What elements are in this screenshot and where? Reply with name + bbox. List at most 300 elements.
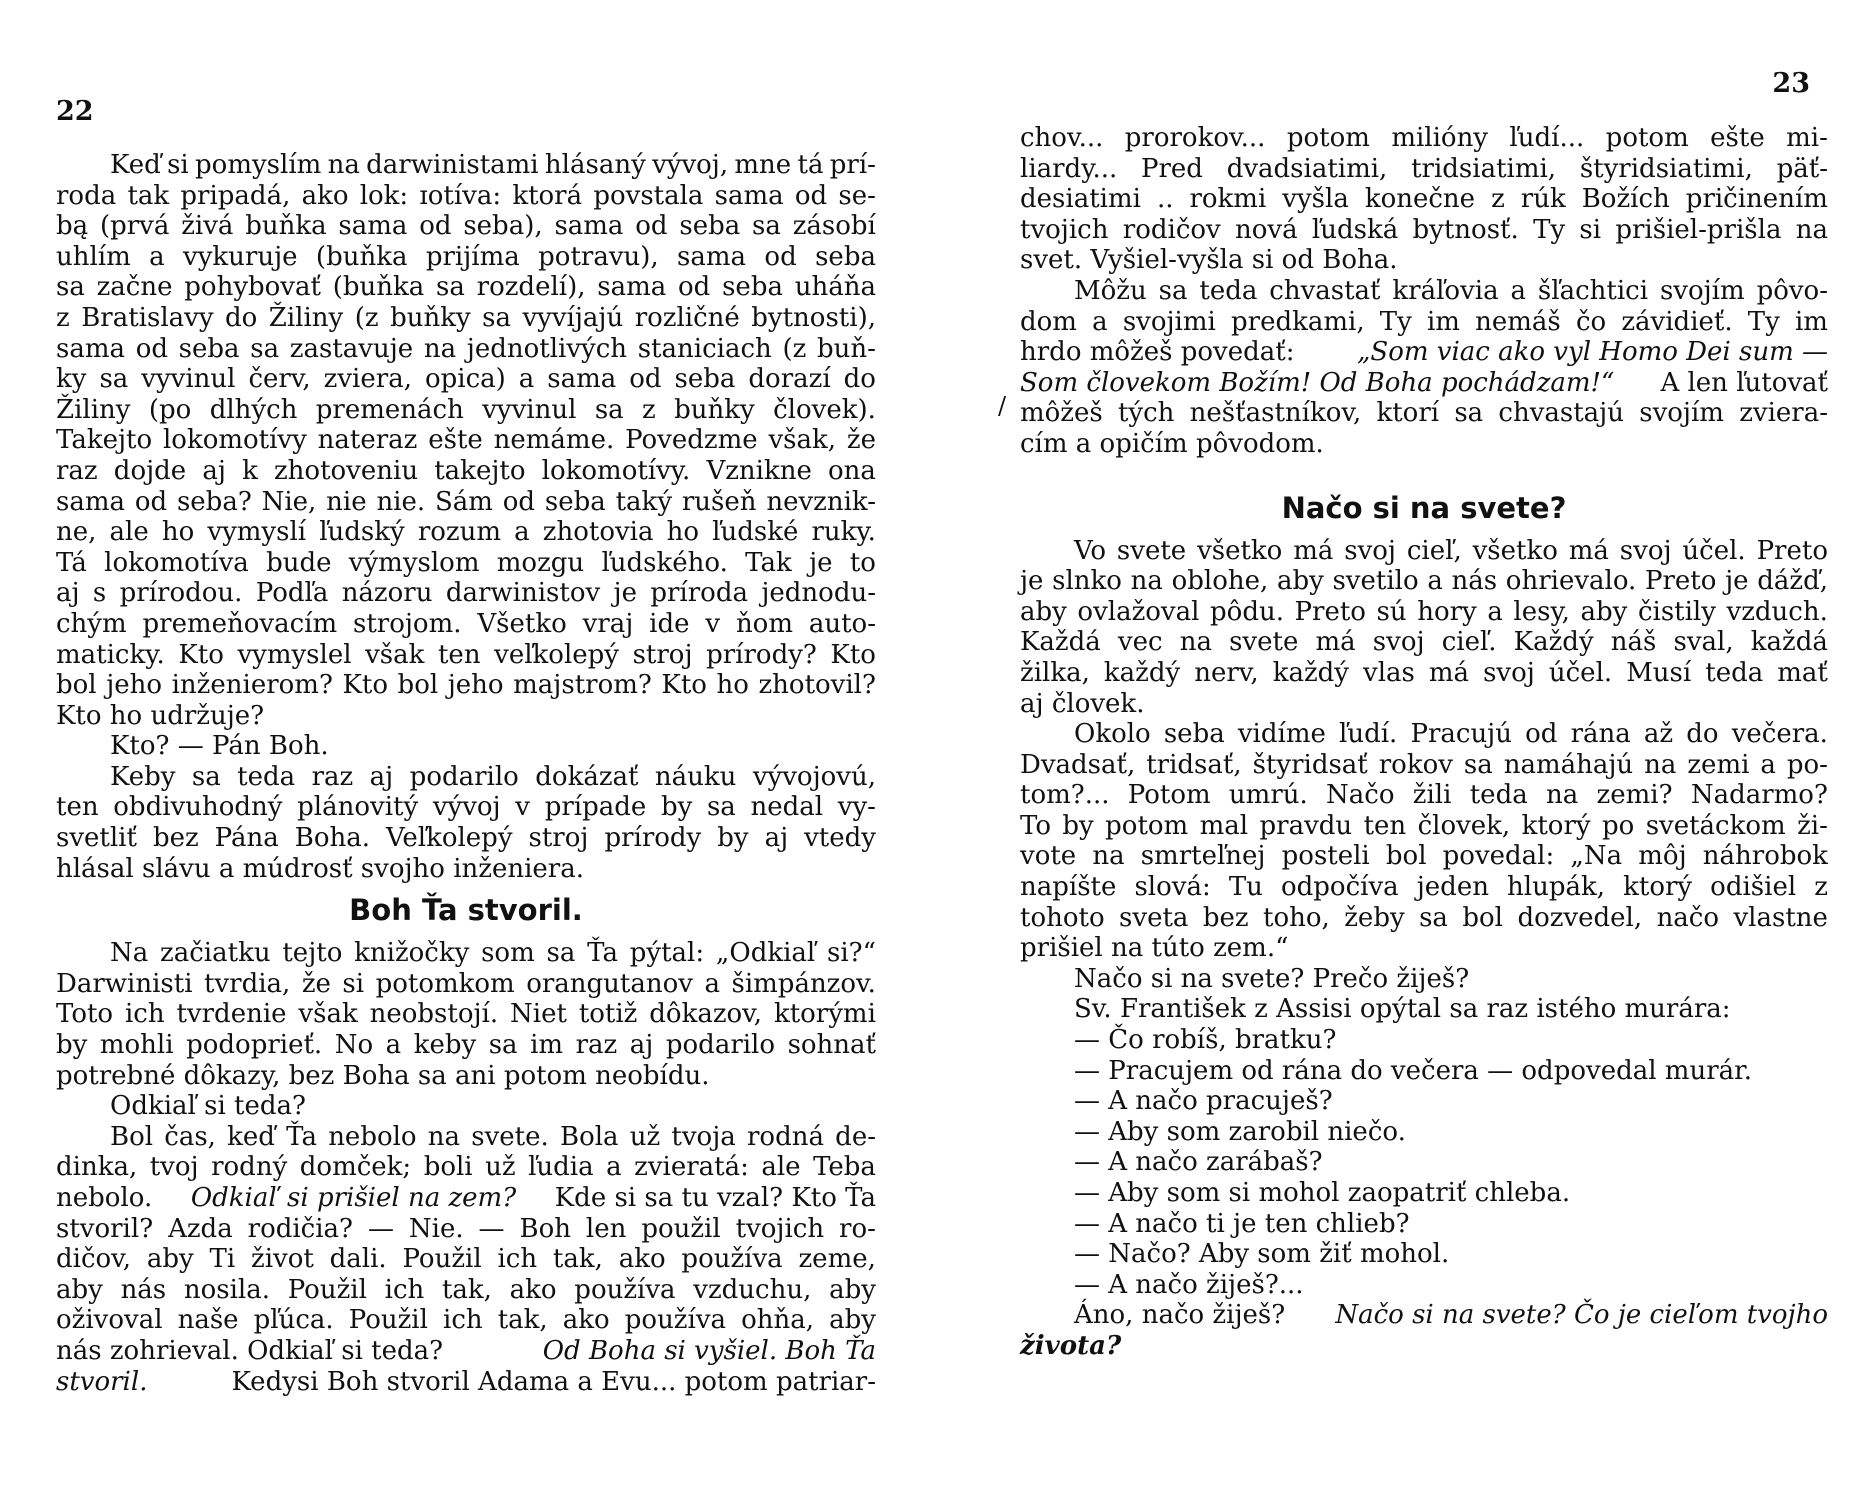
text-line	[56, 1122, 876, 1153]
word: by	[56, 1030, 88, 1061]
word: ktorými	[773, 999, 876, 1030]
word: rána	[1570, 719, 1631, 750]
word: výmyslom	[348, 547, 480, 578]
word: sama	[56, 333, 125, 364]
word: svojím	[1639, 398, 1724, 429]
word: de-	[835, 1121, 876, 1152]
text-line: svet. Vyšiel-vyšla si od Boha.	[1020, 245, 1398, 276]
word: zemi	[1687, 749, 1750, 780]
word: používa	[574, 1274, 676, 1305]
paragraph-darwinism	[56, 150, 876, 731]
word: tvrdia,	[204, 968, 291, 999]
word: aby	[56, 1274, 103, 1305]
word: potomkom	[375, 968, 515, 999]
word: ľudská	[1311, 214, 1399, 245]
word: hlásaný	[544, 150, 646, 180]
word: si	[167, 150, 189, 180]
word: sama	[714, 180, 784, 211]
word: Žiliny	[268, 302, 344, 333]
word: auto-	[808, 608, 876, 639]
word: tohoto	[1020, 902, 1105, 933]
word: posteli	[1281, 841, 1370, 872]
word: Kto	[178, 639, 224, 670]
word: neobstojí.	[369, 999, 499, 1030]
word: Potom	[1127, 780, 1211, 811]
paragraph-continuation	[1020, 123, 1828, 276]
word: Musí	[1626, 657, 1692, 688]
word: tak	[127, 180, 170, 211]
word: v	[705, 608, 721, 639]
word: nosila.	[183, 1274, 271, 1305]
word: predkami,	[1231, 306, 1365, 337]
word: Kto	[661, 670, 707, 701]
word: mi-	[1786, 123, 1828, 153]
word: kráľovia	[1392, 275, 1499, 306]
word: jednotlivých	[466, 333, 628, 364]
word: šimpánzov.	[731, 968, 876, 999]
word: odpočíva	[1280, 872, 1399, 903]
word: Sám	[434, 486, 493, 517]
word: pomyslím	[195, 150, 322, 180]
word: seba),	[463, 211, 543, 242]
text-line	[56, 1244, 876, 1275]
section-heading: Načo si na svete?	[1281, 490, 1567, 525]
dialogue-line: — Čo robíš, bratku?	[1074, 1025, 1337, 1056]
word: vyšla	[1282, 184, 1349, 215]
word: svojím	[1659, 275, 1745, 306]
word: mať	[1777, 657, 1828, 688]
word: Vznikne	[706, 455, 812, 486]
word: nás	[1451, 566, 1498, 597]
word: domček;	[299, 1152, 412, 1183]
word: rodný	[211, 1152, 288, 1183]
word: prí-	[829, 150, 876, 180]
word: ešte	[1710, 123, 1765, 153]
word: zastavuje	[289, 333, 414, 364]
word: je	[809, 547, 833, 578]
word: aby	[829, 1274, 876, 1305]
word: na	[427, 1121, 461, 1152]
word: je	[1020, 566, 1044, 597]
word: že	[301, 968, 331, 999]
word: tá	[797, 150, 824, 180]
word: Toto	[56, 999, 114, 1030]
word: nemáme.	[493, 425, 615, 456]
word: že	[846, 425, 876, 456]
word: môžeš	[1020, 398, 1103, 429]
word: dvadsiatimi,	[1226, 153, 1388, 184]
word: v	[515, 792, 530, 823]
word: závidieť.	[1621, 306, 1733, 337]
word: chov...	[1020, 123, 1104, 153]
text-line	[56, 1152, 876, 1183]
word: sa	[99, 364, 129, 395]
word: však	[298, 999, 358, 1030]
word: náuku	[654, 761, 737, 792]
word: z	[642, 394, 656, 425]
text-line	[1020, 536, 1828, 567]
word: je	[1725, 566, 1749, 597]
word: by	[1062, 810, 1094, 841]
word: vidíme	[1237, 719, 1326, 750]
word: —	[478, 1213, 505, 1244]
word: šľachtici	[1537, 275, 1649, 306]
word: chým	[56, 608, 127, 639]
text-line	[1020, 566, 1828, 597]
word: si	[342, 968, 365, 999]
word: ako	[618, 1244, 666, 1275]
word: pôdu.	[1210, 596, 1284, 627]
word: (prvá	[99, 211, 170, 242]
word: ako	[509, 1274, 557, 1305]
word: si	[1579, 214, 1602, 245]
text-line	[1020, 276, 1828, 307]
word: sval,	[1673, 627, 1734, 658]
word: cieľ,	[1406, 535, 1462, 566]
word: vykuruje	[183, 241, 298, 272]
word: Ty	[1747, 306, 1780, 337]
paragraph-ciel	[1020, 536, 1828, 720]
word: a	[1487, 596, 1503, 627]
word: zhotovia	[542, 517, 654, 548]
text-line: Kto ho udržuje?	[56, 700, 265, 731]
word: vyvíjajú	[522, 302, 624, 333]
word: Pracujú	[1410, 719, 1512, 750]
word: ..	[1156, 184, 1174, 215]
paragraph-final	[1020, 1300, 1828, 1361]
dialogue-line: — Pracujem od rána do večera — odpovedal murár.	[1074, 1055, 1752, 1086]
word: a	[1427, 566, 1443, 597]
text-line	[56, 303, 876, 334]
text-line	[56, 150, 876, 181]
word: zhotoveniu	[273, 455, 419, 486]
word: To	[1020, 810, 1051, 841]
word: stroj	[528, 823, 589, 854]
word: tom?...	[1020, 780, 1110, 811]
word: ne,	[56, 517, 97, 548]
word: ktorí	[1376, 398, 1440, 429]
word: zeme,	[798, 1244, 876, 1275]
word: rodičov	[1122, 214, 1221, 245]
text-line	[56, 670, 876, 701]
word: aj	[202, 455, 226, 486]
word: vzduch.	[1726, 596, 1828, 627]
word: inženierom?	[171, 670, 333, 701]
dialogue-line: — Aby som si mohol zaopatriť chleba.	[1074, 1178, 1571, 1208]
text-line	[1020, 1300, 1828, 1331]
word: seba	[815, 241, 876, 272]
text-line	[1020, 215, 1828, 246]
word: rozličné	[634, 302, 740, 333]
word: seba	[544, 486, 606, 517]
word: im	[1426, 306, 1460, 337]
word: a	[385, 1030, 402, 1061]
word: Veľkolepý	[385, 823, 513, 854]
word: žeby	[1344, 902, 1405, 933]
word: ktorý	[1521, 810, 1591, 841]
word: začiatku	[160, 938, 271, 969]
word: Keď	[110, 150, 161, 180]
text-line	[56, 487, 876, 518]
word: žilka,	[1020, 657, 1090, 688]
word: na	[1092, 841, 1125, 872]
text-line	[56, 1367, 876, 1398]
word: slová:	[1134, 872, 1211, 903]
paragraph-bol-cas	[56, 1122, 876, 1397]
word: pričinením	[1685, 184, 1828, 215]
word: teda	[237, 761, 296, 792]
word: päť-	[1776, 153, 1828, 184]
word: sama	[338, 211, 408, 242]
word: dinka,	[56, 1152, 138, 1183]
word: sama	[554, 211, 624, 242]
text-line	[56, 762, 876, 793]
word: seba	[722, 272, 783, 303]
text-line	[56, 181, 876, 212]
dialogue-line: — A načo žiješ?...	[1074, 1269, 1304, 1300]
word: Podľa	[255, 578, 329, 609]
word: (z	[354, 302, 379, 333]
word: zásobí	[792, 211, 876, 242]
word: Ty	[1533, 214, 1566, 245]
text-line	[1020, 398, 1828, 429]
word: Vo	[1074, 535, 1107, 566]
text-line	[56, 364, 876, 395]
word: opica)	[424, 364, 506, 395]
word: ro-	[839, 1213, 876, 1244]
paragraph-zaciatok	[56, 938, 876, 1091]
word: mal	[1199, 810, 1249, 841]
paragraph-kralovia	[1020, 276, 1828, 460]
left-text-column	[56, 150, 876, 1397]
word: štyridsať	[1252, 749, 1368, 780]
word: veľkolepý	[494, 639, 619, 670]
word: ešte	[428, 425, 483, 456]
word: povstala	[593, 180, 704, 211]
word: dážď,	[1757, 566, 1828, 597]
word: na	[1179, 627, 1212, 658]
word: pravdu	[1259, 810, 1353, 841]
word: vtedy	[804, 823, 876, 854]
word: sa	[1454, 398, 1484, 429]
word: umrú.	[1228, 780, 1308, 811]
word: nateraz	[317, 425, 418, 456]
word: do	[1686, 719, 1719, 750]
word: účel.	[1548, 657, 1613, 688]
word: tejto	[282, 938, 343, 969]
word: Žiliny	[56, 394, 131, 425]
word: sa	[706, 792, 736, 823]
word: Povedzme	[625, 425, 758, 456]
italic-run: Načo si na svete? Čo je cieľom tvojho	[1335, 1300, 1828, 1331]
dialogue-line: — A načo ti je ten chlieb?	[1074, 1208, 1410, 1239]
word: aby	[146, 1244, 194, 1275]
word: svoj	[1619, 535, 1672, 566]
word: každý	[1272, 657, 1349, 688]
word: z	[1814, 872, 1828, 903]
word: od	[635, 211, 668, 242]
text-line: hlásal slávu a múdrosť svojho inženiera.	[56, 853, 584, 884]
word: svoj	[1483, 657, 1535, 688]
word: vývoj	[432, 792, 501, 823]
text-line	[1020, 597, 1828, 628]
word: až	[1643, 719, 1674, 750]
word: od	[629, 364, 662, 395]
word: a	[704, 968, 720, 999]
word: buňky	[674, 394, 755, 425]
word: však,	[768, 425, 837, 456]
word: a	[606, 1152, 622, 1183]
word: uháňa	[794, 272, 876, 303]
word: cieľ.	[1441, 627, 1497, 658]
word: sa	[250, 333, 280, 364]
word: potom	[1286, 123, 1370, 153]
word: Bratislavy	[81, 302, 214, 333]
word: si?“	[827, 938, 876, 969]
word: by	[660, 792, 693, 823]
word: Použil	[348, 1305, 428, 1336]
word: sa	[436, 272, 465, 303]
text-line: potrebné dôkazy, bez Boha sa ani potom neobídu.	[56, 1060, 710, 1091]
word: pohybovať	[184, 272, 321, 303]
word: s	[92, 578, 107, 609]
word: tvojich	[735, 1213, 825, 1244]
word: bol	[1462, 902, 1503, 933]
word: prírody?	[706, 639, 817, 670]
word: žili	[1412, 780, 1452, 811]
word: namáhajú	[1503, 749, 1634, 780]
text-run: Áno, načo žiješ?	[1074, 1300, 1286, 1331]
word: dičov,	[56, 1244, 132, 1275]
word: —	[367, 1213, 394, 1244]
word: od	[794, 180, 828, 211]
word: zhotovil?	[758, 670, 876, 701]
paragraph-frantisek: Sv. František z Assisi opýtal sa raz istého murára:	[1074, 994, 1731, 1025]
word: Kto	[830, 639, 876, 670]
word: z	[56, 302, 70, 333]
word: dôkazov,	[649, 999, 763, 1030]
word: strojom.	[353, 608, 462, 639]
word: ona	[828, 455, 876, 486]
word: a	[1510, 275, 1527, 306]
dialogue-line: — A načo zarábaš?	[1074, 1147, 1323, 1178]
word: slnko	[1052, 566, 1122, 597]
word: tvojich	[1020, 214, 1109, 245]
word: z	[1491, 184, 1505, 215]
word: „Odkiaľ	[715, 938, 816, 969]
word: vraj	[582, 608, 634, 639]
dialogue-line: — A načo pracuješ?	[1074, 1086, 1333, 1117]
word: má	[1315, 627, 1356, 658]
word: má	[1428, 657, 1470, 688]
word: vývoj,	[652, 150, 729, 180]
word: som	[481, 938, 535, 969]
word: nie	[326, 486, 367, 517]
text-run: Kedysi Boh stvoril Adama a Evu... potom patriar-	[231, 1366, 876, 1397]
word: od	[502, 486, 536, 517]
word: ovlažoval	[1077, 596, 1200, 627]
text-run: A len ľutovať	[1660, 367, 1828, 398]
word: prorokov...	[1124, 123, 1266, 153]
word: tridsiatimi,	[1411, 153, 1557, 184]
word: No	[334, 1030, 374, 1061]
text-line	[56, 517, 876, 548]
word: orangutanov	[526, 968, 693, 999]
word: už	[629, 1121, 661, 1152]
word: Môžu	[1074, 275, 1147, 306]
word: raz	[575, 1030, 618, 1061]
word: Boha.	[294, 823, 370, 854]
word: Ti	[209, 1244, 236, 1275]
word: tridsať,	[1146, 749, 1242, 780]
word: po	[1601, 810, 1635, 841]
word: Použil	[402, 1244, 482, 1275]
word: jednodu-	[761, 578, 876, 609]
word: od	[134, 486, 168, 517]
word: Každá	[1020, 627, 1101, 658]
word: na	[327, 150, 360, 180]
word: príroda	[650, 578, 748, 609]
word: každá	[1750, 627, 1828, 658]
word: bą	[56, 211, 89, 242]
text-line	[1020, 750, 1828, 781]
text-line	[56, 1305, 876, 1336]
paragraph-ludia	[1020, 719, 1828, 964]
word: (po	[148, 394, 192, 425]
word: potom	[1105, 810, 1189, 841]
word: aj	[56, 578, 80, 609]
word: ɪotíva:	[419, 180, 502, 211]
word: do	[225, 302, 258, 333]
word: používa	[624, 1305, 727, 1336]
word: pýtal:	[629, 938, 705, 969]
word: sama	[547, 364, 617, 395]
word: pľúca.	[253, 1305, 334, 1336]
word: je	[613, 578, 637, 609]
word: ich	[124, 999, 165, 1030]
word: dali.	[329, 1244, 387, 1275]
word: sa	[482, 302, 511, 333]
word: nová	[1235, 214, 1298, 245]
word: aj	[764, 823, 789, 854]
word: ten	[1363, 810, 1407, 841]
word: rodičia?	[247, 1213, 353, 1244]
word: a	[514, 517, 530, 548]
word: taký	[615, 486, 673, 517]
word: keď	[227, 1121, 275, 1152]
word: ktorý	[1623, 872, 1693, 903]
word: chvastajú	[1498, 398, 1624, 429]
word: takejto	[434, 455, 526, 486]
word: Tak	[745, 547, 792, 578]
word: svoj	[1372, 627, 1425, 658]
word: seba?	[176, 486, 252, 517]
word: do	[843, 364, 876, 395]
word: desiatimi	[1020, 184, 1141, 215]
word: keby	[413, 1030, 477, 1061]
text-line	[56, 1030, 876, 1061]
word: oživoval	[56, 1305, 163, 1336]
word: rúk	[1520, 184, 1566, 215]
word: dom	[1020, 306, 1077, 337]
word: sa	[1158, 275, 1188, 306]
word: červ,	[248, 364, 311, 395]
word: lokomotívy	[162, 425, 307, 456]
word: milióny	[1391, 123, 1488, 153]
text-line: cím a opičím pôvodom.	[1020, 428, 1324, 459]
word: tvrdenie	[176, 999, 287, 1030]
word: vymyslí	[207, 517, 307, 548]
